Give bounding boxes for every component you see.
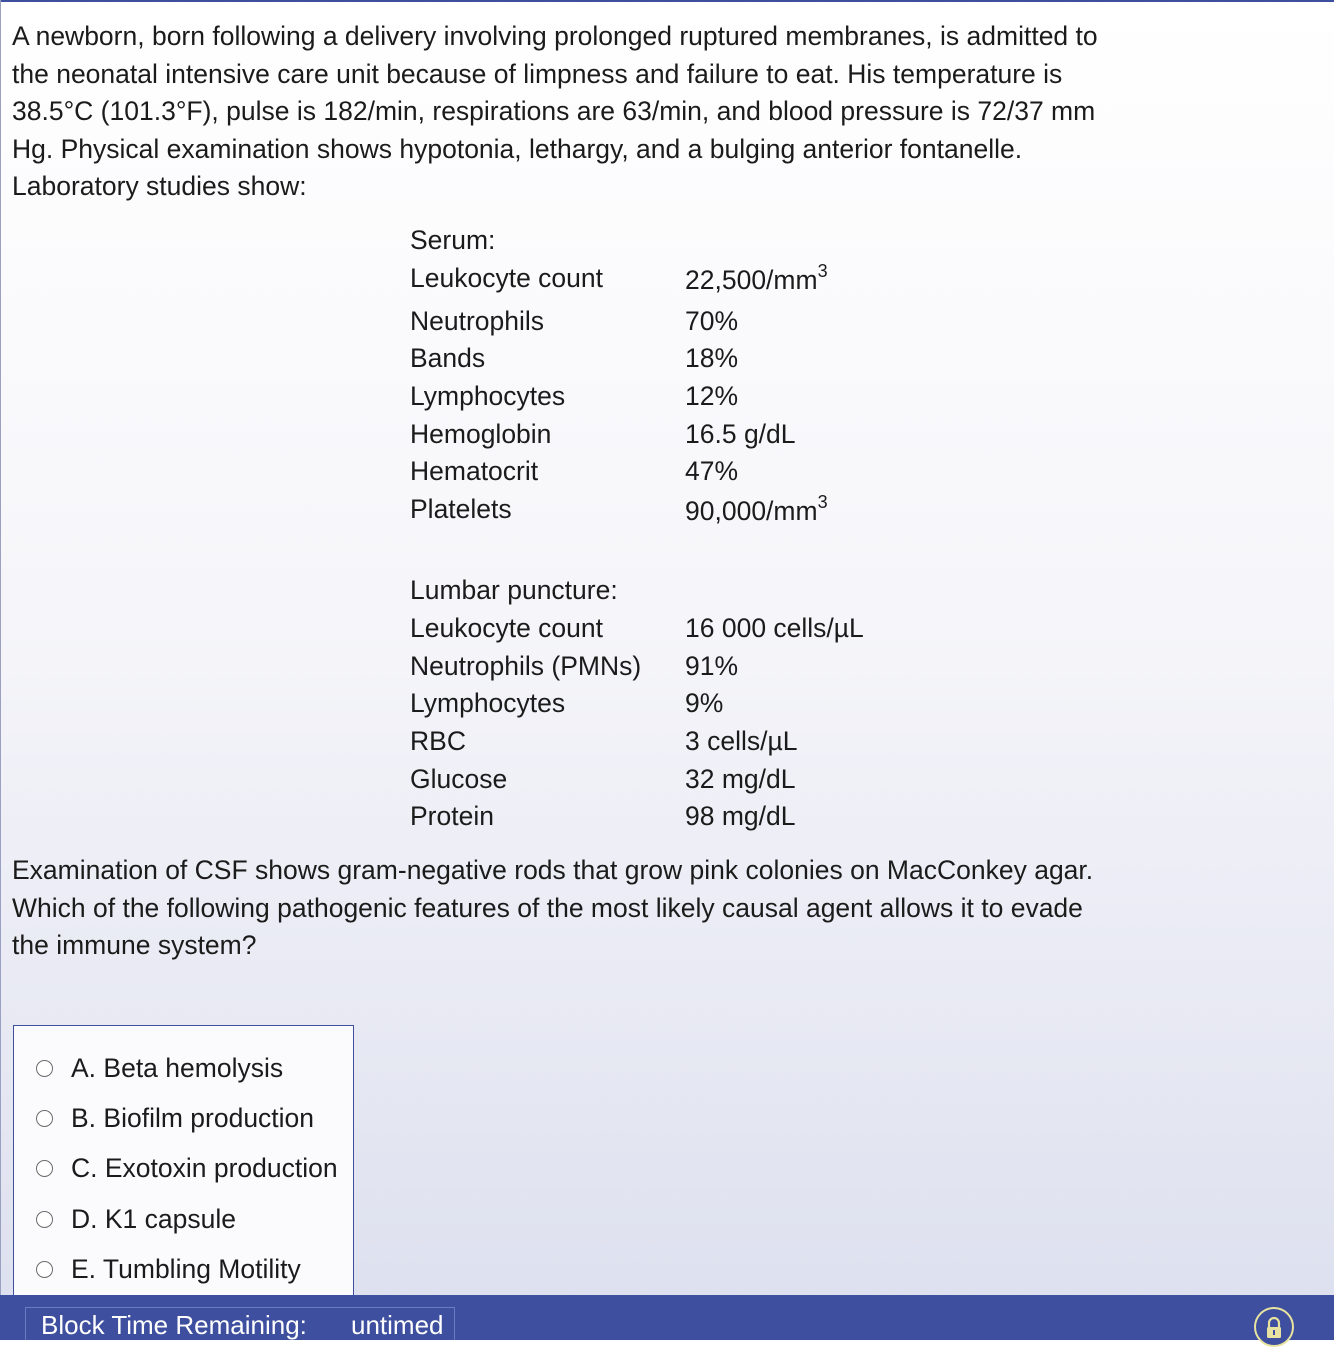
lab-name: Leukocyte count <box>410 263 603 293</box>
lab-name: Protein <box>410 801 494 831</box>
answer-option-c[interactable] <box>14 1146 354 1190</box>
lab-value: 12% <box>685 381 739 411</box>
answer-label[interactable]: E. Tumbling Motility <box>71 1253 301 1284</box>
lab-name: Leukocyte count <box>410 613 603 643</box>
lock-icon[interactable] <box>1254 1307 1294 1347</box>
radio-button-icon[interactable] <box>36 1160 53 1177</box>
lab-name: RBC <box>410 726 466 756</box>
timer-value: untimed <box>351 1310 444 1340</box>
answer-choices <box>13 1025 354 1295</box>
lab-value: 32 mg/dL <box>685 764 796 794</box>
radio-button-icon[interactable] <box>36 1211 53 1228</box>
lab-value: $90,000/mm^3$ <box>685 492 828 526</box>
block-timer <box>25 1307 455 1340</box>
answer-label[interactable]: A. Beta hemolysis <box>71 1052 284 1083</box>
lab-name: Lymphocytes <box>410 688 566 718</box>
answer-label[interactable]: D. K1 capsule <box>71 1203 236 1234</box>
lab-value: 18% <box>685 343 739 373</box>
lab-name: Hemoglobin <box>410 419 552 449</box>
lab-value: 70% <box>685 306 739 336</box>
left-border <box>0 0 1 1295</box>
answer-option-a[interactable] <box>14 1046 354 1090</box>
lab-name: Hematocrit <box>410 456 539 486</box>
radio-button-icon[interactable] <box>36 1060 53 1077</box>
lab-name: Neutrophils (PMNs) <box>410 651 642 681</box>
footer-bar <box>0 1295 1334 1340</box>
lab-name: Lymphocytes <box>410 381 566 411</box>
lab-name: Bands <box>410 343 486 373</box>
lumbar-heading: Lumbar puncture: <box>410 575 618 605</box>
serum-heading: Serum: <box>410 225 496 255</box>
lab-value: 98 mg/dL <box>685 801 796 831</box>
top-border <box>0 0 1334 2</box>
answer-option-b[interactable] <box>14 1096 354 1140</box>
answer-option-e[interactable] <box>14 1247 354 1291</box>
answer-option-d[interactable] <box>14 1197 354 1241</box>
lab-name: Platelets <box>410 494 512 524</box>
lab-value: 9% <box>685 688 724 718</box>
lab-value: 91% <box>685 651 739 681</box>
question-stem: A newborn, born following a delivery involving prolonged ruptured membranes, is admitted to the neonatal intensive care unit because of limpness and failure to eat. His temperature is 38.5°C (101.3°F), pulse is 182/min, respirations are 63/min, and blood pressure is 72/37 mm Hg. Physical examination shows hypotonia, lethargy, and a bulging anterior fontanelle. Laboratory studies show: <box>12 21 1098 202</box>
lab-value: $22,500/mm^3$ <box>685 261 828 295</box>
lab-name: Glucose <box>410 764 508 794</box>
lab-value: 16.5 g/dL <box>685 419 796 449</box>
question-text: Examination of CSF shows gram-negative rods that grow pink colonies on MacConkey agar. Which of the following pathogenic features of the most likely causal agent allows it to evade the immune system? <box>12 855 1094 961</box>
lab-name: Neutrophils <box>410 306 545 336</box>
radio-button-icon[interactable] <box>36 1261 53 1278</box>
answer-label[interactable]: C. Exotoxin production <box>71 1152 338 1183</box>
timer-label: Block Time Remaining: <box>41 1310 307 1340</box>
radio-button-icon[interactable] <box>36 1110 53 1127</box>
answer-label[interactable]: B. Biofilm production <box>71 1102 315 1133</box>
lab-value: 16 000 cells/µL <box>685 613 864 643</box>
lab-value: 3 cells/µL <box>685 726 798 756</box>
lab-value: 47% <box>685 456 739 486</box>
